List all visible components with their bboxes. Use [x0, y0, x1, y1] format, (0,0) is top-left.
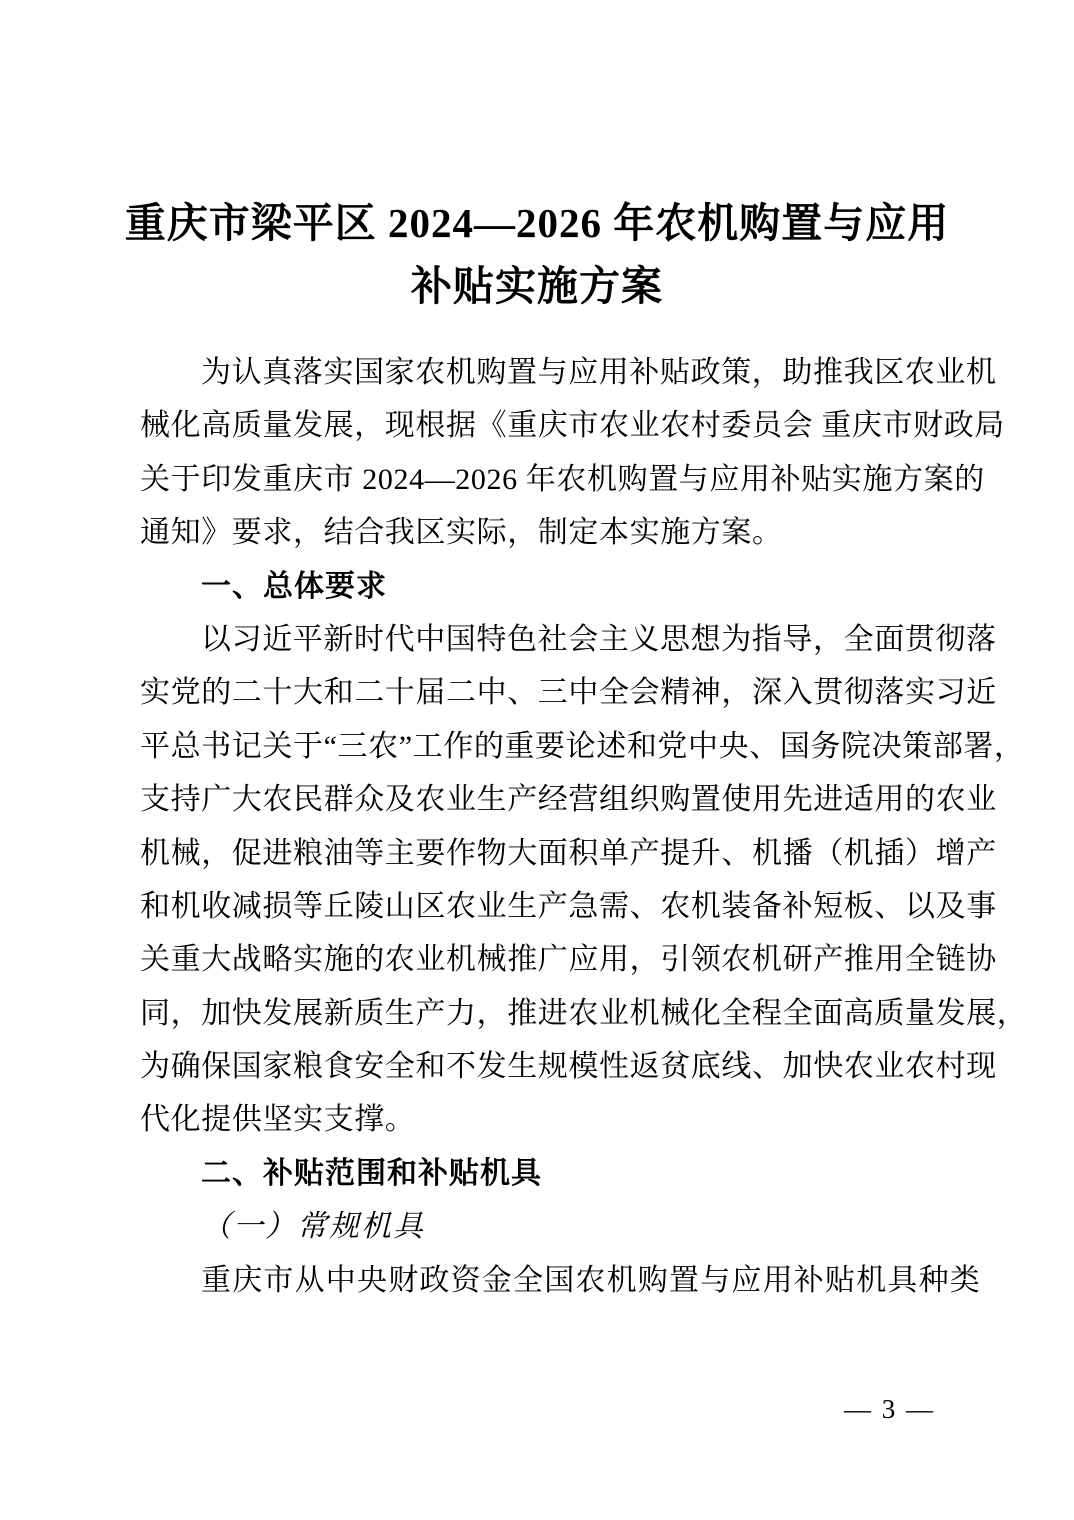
document-body	[140, 346, 1028, 1307]
paragraph-1-line-4: 通知》要求，结合我区实际，制定本实施方案。	[140, 516, 783, 550]
paragraph-2-line-6: 和机收减损等丘陵山区农业生产急需、农机装备补短板、以及事	[140, 889, 997, 923]
section-heading-1: 一、总体要求	[201, 569, 387, 603]
paragraph-2-line-7: 关重大战略实施的农业机械推广应用，引领农机研产推用全链协	[140, 943, 997, 977]
document-title	[0, 192, 1074, 318]
paragraph-2-line-1: 以习近平新时代中国特色社会主义思想为指导，全面贯彻落	[201, 622, 997, 656]
paragraph-1-line-1: 为认真落实国家农机购置与应用补贴政策，助推我区农业机	[201, 356, 997, 389]
paragraph-2-line-2: 实党的二十大和二十届二中、三中全会精神，深入贯彻落实习近	[140, 676, 997, 710]
page-number: — 3 —	[844, 1394, 935, 1424]
paragraph-2-line-3: 平总书记关于“三农”工作的重要论述和党中央、国务院决策部署，	[140, 729, 1025, 763]
paragraph-2-line-8: 同，加快发展新质生产力，推进农业机械化全程全面高质量发展，	[140, 996, 1028, 1030]
paragraph-1-line-3: 关于印发重庆市 2024—2026 年农机购置与应用补贴实施方案的	[140, 462, 985, 496]
paragraph-2-line-10: 代化提供坚实支撑。	[140, 1103, 416, 1137]
title-line-2: 补贴实施方案	[411, 263, 663, 309]
sub-section-heading-1: （一）常规机具	[201, 1210, 425, 1244]
paragraph-2-line-4: 支持广大农民群众及农业生产经营组织购置使用先进适用的农业	[140, 783, 997, 817]
paragraph-3-line-1: 重庆市从中央财政资金全国农机购置与应用补贴机具种类	[201, 1263, 981, 1297]
section-heading-2: 二、补贴范围和补贴机具	[201, 1156, 542, 1190]
paragraph-1-line-2: 械化高质量发展，现根据《重庆市农业农村委员会 重庆市财政局	[140, 409, 1005, 443]
paragraph-2-line-9: 为确保国家粮食安全和不发生规模性返贫底线、加快农业农村现	[140, 1050, 997, 1084]
paragraph-2-line-5: 机械，促进粮油等主要作物大面积单产提升、机播（机插）增产	[140, 836, 997, 870]
title-line-1: 重庆市梁平区 2024—2026 年农机购置与应用	[124, 200, 950, 246]
